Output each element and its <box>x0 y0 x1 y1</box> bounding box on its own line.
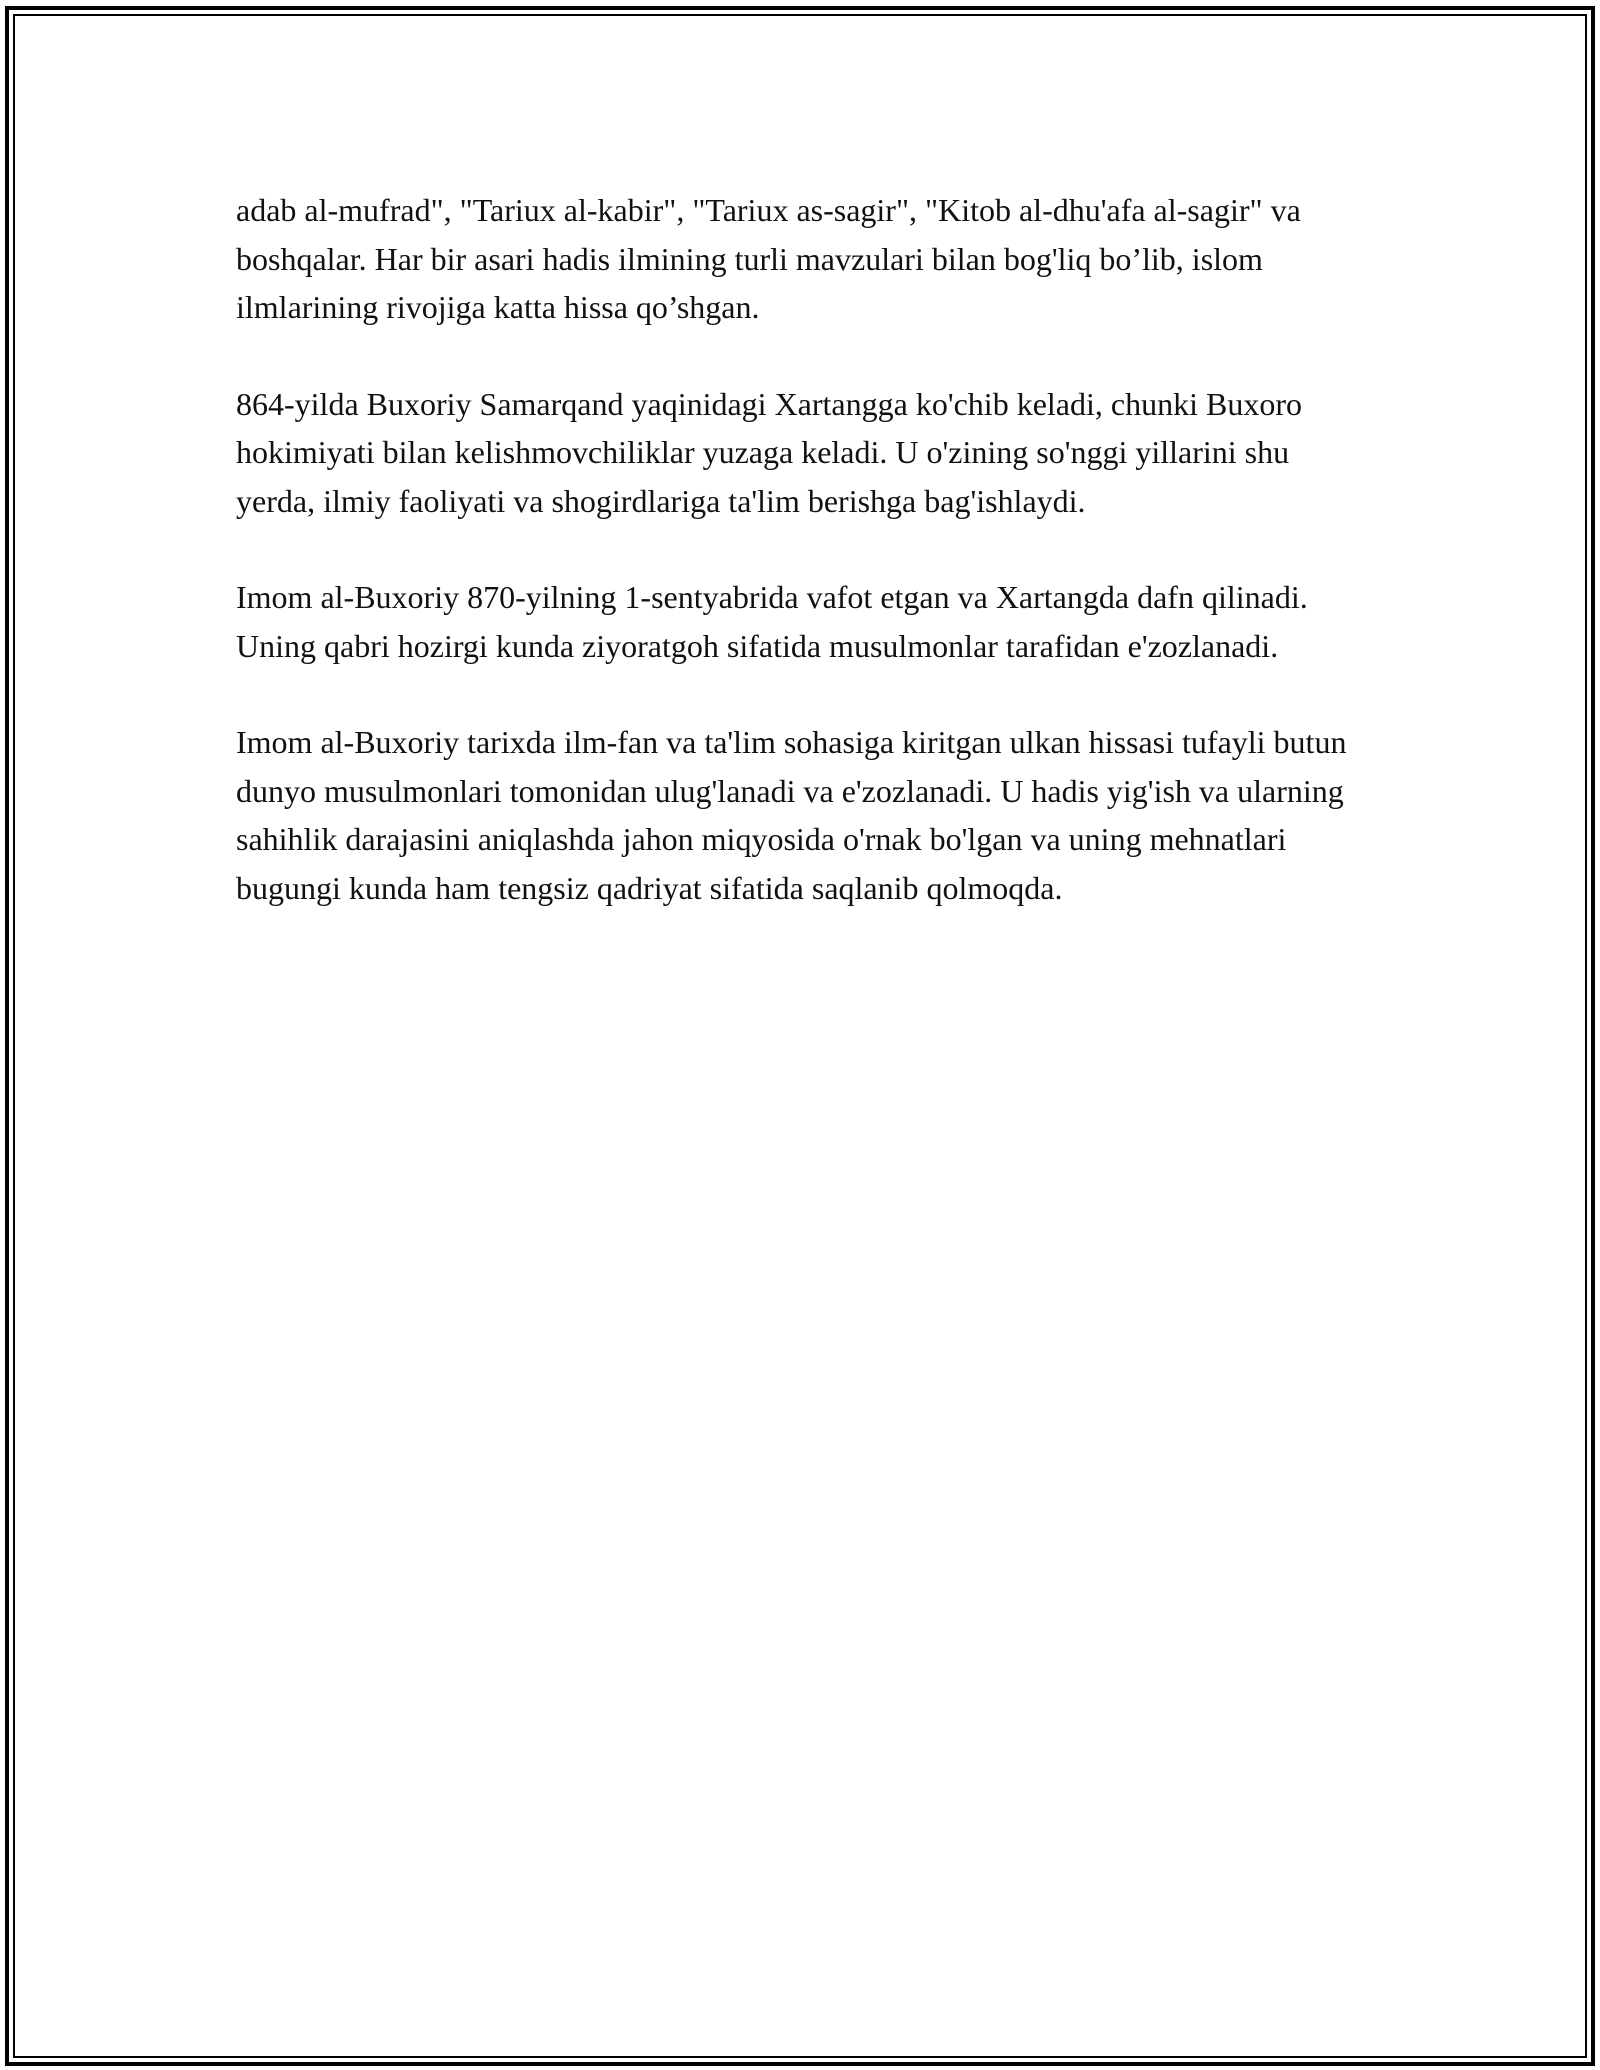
paragraph-death: Imom al-Buxoriy 870-yilning 1-sentyabrida vafot etgan va Xartangda dafn qilinadi. Uning qabri hozirgi kunda ziyoratgoh sifatida musulmonlar tarafidan e'zozlanadi. <box>236 579 1308 664</box>
paragraph-move-to-xartang: 864-yilda Buxoriy Samarqand yaqinidagi Xartangga ko'chib keladi, chunki Buxoro hokimiyati bilan kelishmovchiliklar yuzaga keladi. U o'zining so'nggi yillarini shu yerda, ilmiy faoliyati va shogirdlariga ta'lim berishga bag'ishlaydi. <box>236 385 1302 519</box>
paragraph-legacy: Imom al-Buxoriy tarixda ilm-fan va ta'lim sohasiga kiritgan ulkan hissasi tufayli butun dunyo musulmonlari tomonidan ulug'lanadi va e'zozlanadi. U hadis yig'ish va ularning sahihlik darajasini aniqlashda jahon miqyosida o'rnak bo'lgan va uning mehnatlari bugungi kunda ham tengsiz qadriyat sifatida saqlanib qolmoqda. <box>236 724 1347 906</box>
document-body <box>236 186 1366 960</box>
paragraph-books: adab al-mufrad", "Tariux al-kabir", "Tariux as-sagir", "Kitob al-dhu'afa al-sagir" va boshqalar. Har bir asari hadis ilmining turli mavzulari bilan bog'liq bo’lib, islom ilmlarining rivojiga katta hissa qo’shgan. <box>236 192 1301 325</box>
